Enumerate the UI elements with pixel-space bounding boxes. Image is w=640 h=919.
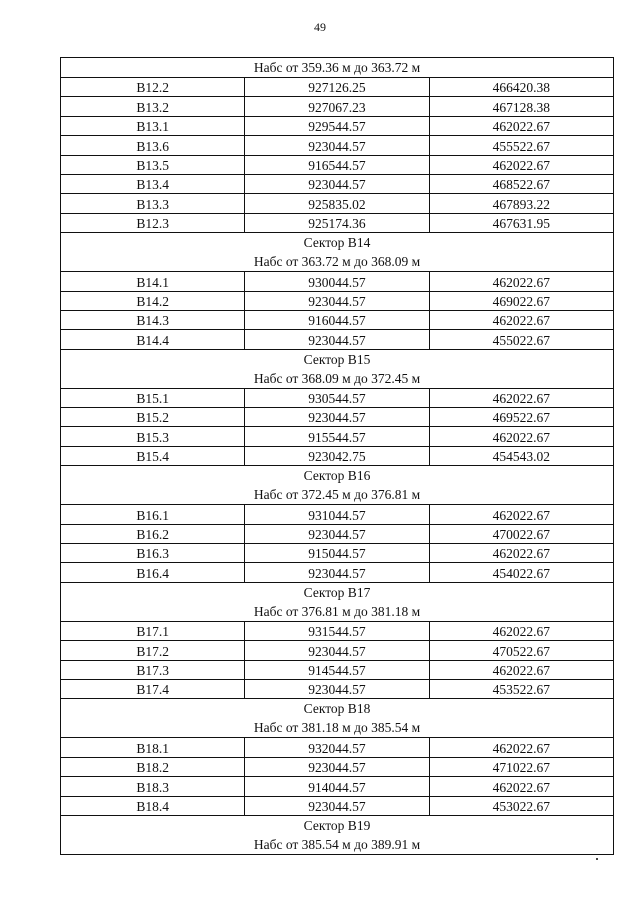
table-row [61, 679, 614, 698]
y-coordinate-cell: 470022.67 [429, 524, 613, 543]
x-coordinate-cell: 930544.57 [245, 388, 429, 407]
sector-range: Набс от 372.45 м до 376.81 м [253, 487, 421, 503]
x-coordinate-cell: 929544.57 [245, 116, 429, 135]
point-id-cell: B15.2 [61, 408, 245, 427]
x-coordinate-cell: 923044.57 [245, 524, 429, 543]
sector-header [61, 349, 614, 388]
x-coordinate-cell: 931544.57 [245, 621, 429, 640]
y-coordinate-cell: 470522.67 [429, 641, 613, 660]
table-row [61, 78, 614, 97]
point-id-cell: B15.1 [61, 388, 245, 407]
y-coordinate-cell: 454022.67 [429, 563, 613, 582]
y-coordinate-cell: 466420.38 [429, 78, 613, 97]
point-id-cell: B13.3 [61, 194, 245, 213]
sector-range: Набс от 385.54 м до 389.91 м [253, 836, 421, 852]
x-coordinate-cell: 923044.57 [245, 291, 429, 310]
table-row [61, 660, 614, 679]
y-coordinate-cell: 471022.67 [429, 757, 613, 776]
sector-header-row [61, 233, 614, 272]
y-coordinate-cell: 462022.67 [429, 544, 613, 563]
y-coordinate-cell: 454543.02 [429, 446, 613, 465]
y-coordinate-cell: 462022.67 [429, 621, 613, 640]
point-id-cell: B12.2 [61, 78, 245, 97]
x-coordinate-cell: 923044.57 [245, 136, 429, 155]
y-coordinate-cell: 462022.67 [429, 427, 613, 446]
y-coordinate-cell: 455022.67 [429, 330, 613, 349]
table-row [61, 757, 614, 776]
y-coordinate-cell: 462022.67 [429, 660, 613, 679]
y-coordinate-cell: 455522.67 [429, 136, 613, 155]
x-coordinate-cell: 930044.57 [245, 272, 429, 291]
sector-range: Набс от 381.18 м до 385.54 м [253, 720, 421, 736]
x-coordinate-cell: 927126.25 [245, 78, 429, 97]
y-coordinate-cell: 467128.38 [429, 97, 613, 116]
sector-header-row [61, 582, 614, 621]
sector-range: Набс от 368.09 м до 372.45 м [253, 370, 421, 386]
table-row [61, 524, 614, 543]
x-coordinate-cell: 923044.57 [245, 563, 429, 582]
point-id-cell: B18.4 [61, 796, 245, 815]
x-coordinate-cell: 923042.75 [245, 446, 429, 465]
x-coordinate-cell: 915544.57 [245, 427, 429, 446]
sector-title: Сектор B19 [303, 817, 371, 833]
point-id-cell: B17.4 [61, 679, 245, 698]
table-row [61, 272, 614, 291]
y-coordinate-cell: 462022.67 [429, 272, 613, 291]
sector-title: Сектор B18 [303, 701, 371, 717]
y-coordinate-cell: 462022.67 [429, 155, 613, 174]
x-coordinate-cell: 927067.23 [245, 97, 429, 116]
point-id-cell: B15.4 [61, 446, 245, 465]
y-coordinate-cell: 462022.67 [429, 505, 613, 524]
x-coordinate-cell: 923044.57 [245, 174, 429, 193]
y-coordinate-cell: 469522.67 [429, 408, 613, 427]
y-coordinate-cell: 467631.95 [429, 213, 613, 232]
x-coordinate-cell: 914044.57 [245, 777, 429, 796]
sector-title: Сектор B17 [303, 584, 371, 600]
table-row [61, 641, 614, 660]
coordinates-table [60, 57, 614, 855]
table-row [61, 563, 614, 582]
point-id-cell: B13.6 [61, 136, 245, 155]
sector-header-row [61, 699, 614, 738]
sector-header [61, 582, 614, 621]
y-coordinate-cell: 462022.67 [429, 116, 613, 135]
table-row [61, 544, 614, 563]
table-row [61, 116, 614, 135]
point-id-cell: B18.3 [61, 777, 245, 796]
point-id-cell: B16.4 [61, 563, 245, 582]
y-coordinate-cell: 467893.22 [429, 194, 613, 213]
x-coordinate-cell: 923044.57 [245, 408, 429, 427]
table-row [61, 777, 614, 796]
table-row [61, 174, 614, 193]
sector-range: Набс от 376.81 м до 381.18 м [253, 603, 421, 619]
x-coordinate-cell: 923044.57 [245, 796, 429, 815]
sector-title: Сектор B16 [303, 468, 371, 484]
point-id-cell: B17.2 [61, 641, 245, 660]
x-coordinate-cell: 925835.02 [245, 194, 429, 213]
point-id-cell: B15.3 [61, 427, 245, 446]
table-row [61, 136, 614, 155]
point-id-cell: B17.1 [61, 621, 245, 640]
top-header-row [61, 58, 614, 78]
coordinates-table-body [61, 58, 614, 855]
point-id-cell: B14.2 [61, 291, 245, 310]
top-range-header: Набс от 359.36 м до 363.72 м [61, 58, 614, 78]
point-id-cell: B17.3 [61, 660, 245, 679]
y-coordinate-cell: 453522.67 [429, 679, 613, 698]
sector-header [61, 233, 614, 272]
table-row [61, 97, 614, 116]
point-id-cell: B13.4 [61, 174, 245, 193]
point-id-cell: B18.2 [61, 757, 245, 776]
table-row [61, 427, 614, 446]
x-coordinate-cell: 932044.57 [245, 738, 429, 757]
y-coordinate-cell: 462022.67 [429, 388, 613, 407]
x-coordinate-cell: 931044.57 [245, 505, 429, 524]
point-id-cell: B16.2 [61, 524, 245, 543]
table-row [61, 388, 614, 407]
x-coordinate-cell: 923044.57 [245, 679, 429, 698]
y-coordinate-cell: 462022.67 [429, 310, 613, 329]
table-row [61, 194, 614, 213]
x-coordinate-cell: 916044.57 [245, 310, 429, 329]
point-id-cell: B12.3 [61, 213, 245, 232]
table-row [61, 621, 614, 640]
page-number: 49 [314, 20, 326, 34]
table-row [61, 796, 614, 815]
table-row [61, 310, 614, 329]
point-id-cell: B14.3 [61, 310, 245, 329]
sector-header [61, 466, 614, 505]
point-id-cell: B13.2 [61, 97, 245, 116]
point-id-cell: B14.4 [61, 330, 245, 349]
table-row [61, 505, 614, 524]
point-id-cell: B13.5 [61, 155, 245, 174]
table-row [61, 213, 614, 232]
y-coordinate-cell: 462022.67 [429, 777, 613, 796]
table-row [61, 408, 614, 427]
point-id-cell: B13.1 [61, 116, 245, 135]
sector-header [61, 699, 614, 738]
x-coordinate-cell: 923044.57 [245, 641, 429, 660]
sector-header [61, 815, 614, 854]
point-id-cell: B16.1 [61, 505, 245, 524]
x-coordinate-cell: 923044.57 [245, 757, 429, 776]
y-coordinate-cell: 462022.67 [429, 738, 613, 757]
table-row [61, 330, 614, 349]
scan-speck [596, 858, 598, 860]
sector-range: Набс от 363.72 м до 368.09 м [253, 254, 421, 270]
point-id-cell: B14.1 [61, 272, 245, 291]
table-row [61, 155, 614, 174]
x-coordinate-cell: 915044.57 [245, 544, 429, 563]
table-row [61, 291, 614, 310]
sector-header-row [61, 349, 614, 388]
sector-title: Сектор B14 [303, 235, 371, 251]
x-coordinate-cell: 916544.57 [245, 155, 429, 174]
x-coordinate-cell: 914544.57 [245, 660, 429, 679]
point-id-cell: B18.1 [61, 738, 245, 757]
sector-header-row [61, 815, 614, 854]
y-coordinate-cell: 468522.67 [429, 174, 613, 193]
y-coordinate-cell: 453022.67 [429, 796, 613, 815]
x-coordinate-cell: 923044.57 [245, 330, 429, 349]
table-row [61, 446, 614, 465]
sector-title: Сектор B15 [303, 351, 371, 367]
y-coordinate-cell: 469022.67 [429, 291, 613, 310]
table-row [61, 738, 614, 757]
sector-header-row [61, 466, 614, 505]
x-coordinate-cell: 925174.36 [245, 213, 429, 232]
point-id-cell: B16.3 [61, 544, 245, 563]
